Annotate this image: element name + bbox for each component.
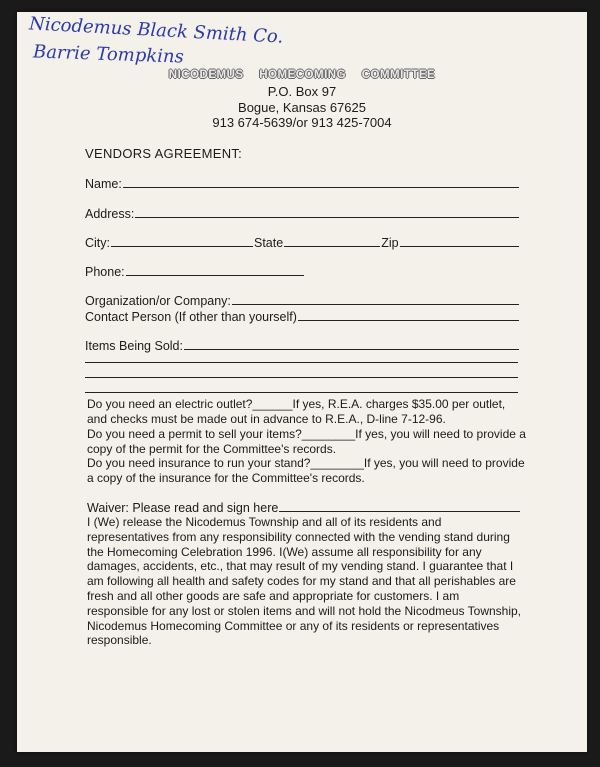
address-label: Address: — [85, 207, 135, 221]
waiver-heading-row — [87, 499, 521, 515]
contact-label: Contact Person (If other than yourself) — [85, 310, 297, 324]
handwritten-vendor-name: Nicodemus Black Smith Co. — [28, 13, 284, 48]
contact-row — [85, 308, 520, 324]
city-state-zip-row — [85, 234, 520, 250]
items-line-2[interactable] — [85, 362, 518, 363]
section-title: VENDORS AGREEMENT: — [85, 146, 243, 161]
handwritten-contact-name: Barrie Tompkins — [32, 41, 185, 68]
address-row — [85, 205, 520, 221]
question-electric-outlet: Do you need an electric outlet?______If yes, R.E.A. charges $35.00 per outlet, and checks must be made out in advance to R.E.A., D-line 7-12-96. — [87, 397, 506, 426]
phone-row — [85, 263, 305, 279]
waiver-body: I (We) release the Nicodemus Township and all of its residents and representatives from any responsibility connected with the vending stand during the Homecoming Celebration 1996. I(We) assume all responsibility for any damages, accidents, etc., that may result of my vending stand. I guarantee that I am following all health and safety codes for my stand and that all perishables are fresh and all other goods are safe and appropriate for customers. I am responsible for any lost or stolen items and will not hold the Nicodmeus Township, Nicodemus Homecoming Committee or any of its residents or representatives responsible. — [87, 515, 522, 648]
phone-label: Phone: — [85, 265, 125, 279]
organization-label: Organization/or Company: — [85, 294, 231, 308]
letterhead-phone: 913 674-5639/or 913 425-7004 — [212, 115, 392, 130]
address-field[interactable] — [135, 216, 519, 218]
waiver-signature-field[interactable] — [279, 510, 520, 512]
city-label: City: — [85, 236, 110, 250]
letterhead-org: NICODEMUS HOMECOMING COMMITTEE — [168, 69, 436, 81]
contact-field[interactable] — [298, 319, 519, 321]
letterhead-address1: P.O. Box 97 — [267, 84, 337, 99]
zip-field[interactable] — [400, 245, 519, 247]
items-field[interactable] — [184, 348, 519, 350]
question-insurance: Do you need insurance to run your stand?________If yes, you will need to provide a copy of the insurance for the Committee's records. — [87, 456, 525, 485]
name-field[interactable] — [123, 186, 519, 188]
organization-field[interactable] — [232, 303, 519, 305]
state-label: State — [254, 236, 284, 250]
question-permit: Do you need a permit to sell your items?________If yes, you will need to provide a copy of the permit for the Committee's records. — [87, 427, 526, 456]
items-line-4[interactable] — [85, 392, 518, 393]
form-page — [17, 12, 587, 752]
items-row — [85, 337, 520, 353]
state-field[interactable] — [284, 245, 380, 247]
zip-label: Zip — [381, 236, 399, 250]
letterhead-address2: Bogue, Kansas 67625 — [238, 100, 366, 115]
organization-row — [85, 292, 520, 308]
items-line-3[interactable] — [85, 377, 518, 378]
city-field[interactable] — [111, 245, 253, 247]
name-row — [85, 175, 520, 191]
items-label: Items Being Sold: — [85, 339, 183, 353]
waiver-heading: Waiver: Please read and sign here — [87, 501, 279, 515]
phone-field[interactable] — [126, 274, 304, 276]
name-label: Name: — [85, 177, 122, 191]
